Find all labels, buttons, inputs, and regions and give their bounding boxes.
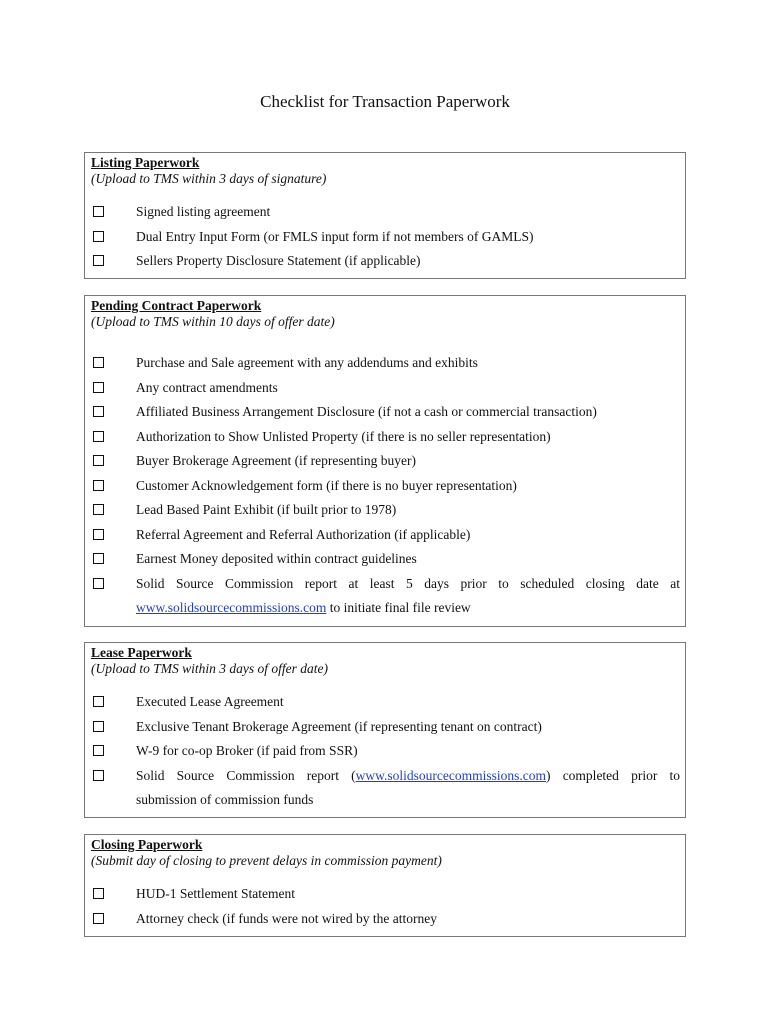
- checkbox[interactable]: [93, 696, 104, 707]
- checkbox[interactable]: [93, 480, 104, 491]
- checkbox[interactable]: [93, 206, 104, 217]
- lease-section: [84, 642, 686, 818]
- pending-title: Pending Contract Paperwork: [91, 298, 262, 313]
- item-label: Earnest Money deposited within contract guidelines: [136, 551, 417, 566]
- pending-header: [91, 298, 335, 330]
- lease-title: Lease Paperwork: [91, 645, 192, 660]
- checkbox[interactable]: [93, 504, 104, 515]
- lease-commission-line-2: submission of commission funds: [136, 792, 314, 807]
- item-label: Authorization to Show Unlisted Property (if there is no seller representation): [136, 429, 551, 444]
- page-title: Checklist for Transaction Paperwork: [260, 92, 510, 111]
- checkbox[interactable]: [93, 357, 104, 368]
- listing-title: Listing Paperwork: [91, 155, 200, 170]
- item-label: Lead Based Paint Exhibit (if built prior to 1978): [136, 502, 397, 517]
- closing-header: [91, 837, 442, 869]
- pending-subtitle: (Upload to TMS within 10 days of offer date): [91, 314, 335, 329]
- item-label: Sellers Property Disclosure Statement (if applicable): [136, 253, 421, 268]
- lease-header: [91, 645, 328, 677]
- listing-section: [84, 152, 686, 279]
- commission-report-line: Solid Source Commission report at least 5 days prior to scheduled closing date at: [136, 576, 680, 591]
- item-label: Customer Acknowledgement form (if there is no buyer representation): [136, 478, 517, 493]
- checkbox[interactable]: [93, 431, 104, 442]
- item-label: Attorney check (if funds were not wired by the attorney: [136, 911, 438, 926]
- listing-header: [91, 155, 326, 187]
- closing-title: Closing Paperwork: [91, 837, 203, 852]
- closing-subtitle: (Submit day of closing to prevent delays in commission payment): [91, 853, 442, 868]
- listing-subtitle: (Upload to TMS within 3 days of signature): [91, 171, 327, 186]
- item-label: Any contract amendments: [136, 380, 278, 395]
- item-label: Affiliated Business Arrangement Disclosure (if not a cash or commercial transaction): [136, 404, 597, 419]
- checkbox[interactable]: [93, 553, 104, 564]
- checkbox[interactable]: [93, 770, 104, 781]
- checkbox[interactable]: [93, 455, 104, 466]
- item-label: Purchase and Sale agreement with any addendums and exhibits: [136, 355, 478, 370]
- item-label: Referral Agreement and Referral Authorization (if applicable): [136, 527, 471, 542]
- lease-commission-link[interactable]: www.solidsourcecommissions.com: [355, 768, 547, 783]
- item-label: Signed listing agreement: [136, 204, 271, 219]
- closing-section: [84, 834, 686, 937]
- checkbox[interactable]: [93, 231, 104, 242]
- item-label: Dual Entry Input Form (or FMLS input form if not members of GAMLS): [136, 229, 534, 244]
- lease-subtitle: (Upload to TMS within 3 days of offer date): [91, 661, 328, 676]
- checkbox[interactable]: [93, 529, 104, 540]
- lease-commission-line: [136, 764, 680, 789]
- pending-section: [84, 295, 686, 627]
- commission-report-line-2: [136, 596, 680, 621]
- checkbox[interactable]: [93, 888, 104, 899]
- checkbox[interactable]: [93, 745, 104, 756]
- item-label: Exclusive Tenant Brokerage Agreement (if representing tenant on contract): [136, 719, 542, 734]
- checkbox[interactable]: [93, 255, 104, 266]
- checkbox[interactable]: [93, 721, 104, 732]
- item-label: Executed Lease Agreement: [136, 694, 284, 709]
- item-label: Buyer Brokerage Agreement (if representing buyer): [136, 453, 417, 468]
- item-label: HUD-1 Settlement Statement: [136, 886, 295, 901]
- checkbox[interactable]: [93, 578, 104, 589]
- checkbox[interactable]: [93, 382, 104, 393]
- checkbox[interactable]: [93, 913, 104, 924]
- commission-link[interactable]: www.solidsourcecommissions.com: [136, 600, 327, 615]
- checkbox[interactable]: [93, 406, 104, 417]
- commission-rest: to initiate final file review: [326, 600, 471, 615]
- item-label: W-9 for co-op Broker (if paid from SSR): [136, 743, 358, 758]
- lease-commission-pre: Solid Source Commission report (: [136, 768, 356, 783]
- lease-commission-post: ) completed prior to: [546, 768, 680, 783]
